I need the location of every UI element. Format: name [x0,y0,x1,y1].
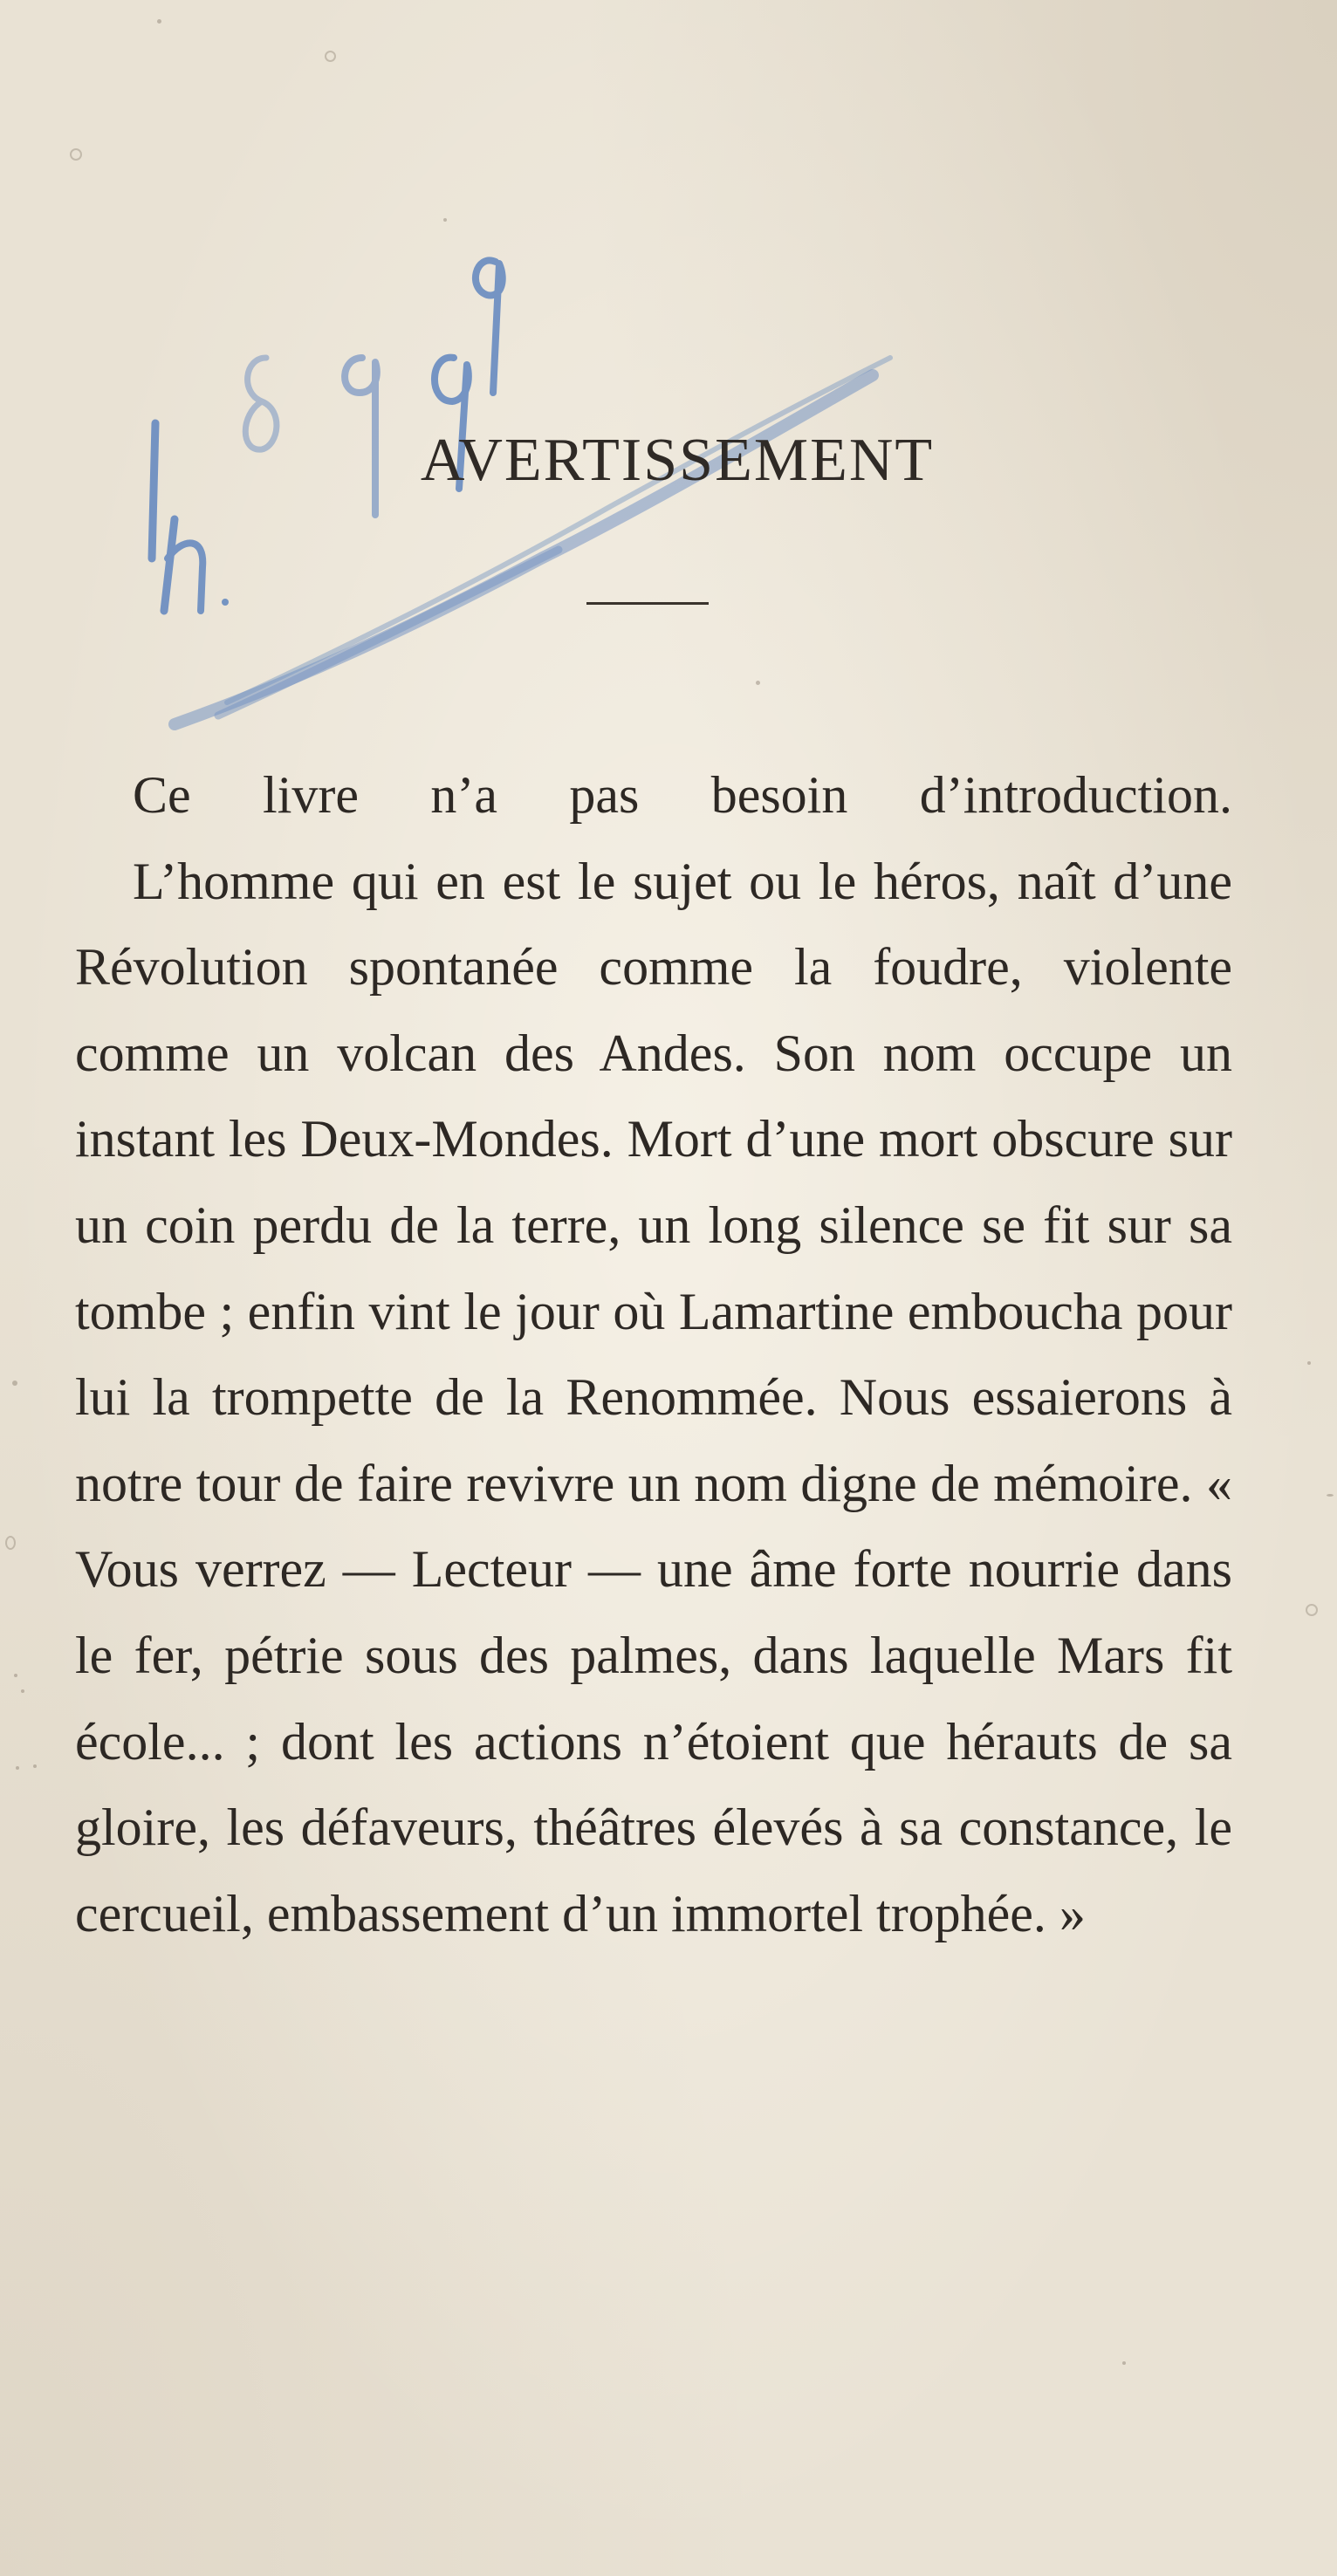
page-title: AVERTISSEMENT [420,427,935,494]
paragraph-1: Ce livre n’a pas besoin d’introduction. [133,766,1232,824]
title-divider [586,602,709,605]
pencil-annotation-icon [122,227,943,768]
body-text [75,752,1232,1956]
paragraph-2: L’homme qui en est le sujet ou le héros, naît d’une Révolution spontanée comme la foudre, violente comme un volcan des Andes. Son nom occupe un instant les Deux-Mondes. Mort d’une mort obscure sur un coin perdu de la terre, un long silence se fit sur sa tombe ; enfin vint le jour où Lamartine emboucha pour lui la trompette de la Renommée. Nous essaierons à notre tour de faire revivre un nom digne de mémoire. « Vous verrez — Lecteur — une âme forte nourrie dans le fer, pétrie sous des palmes, dans laquelle Mars fit école... ; dont les actions n’étoient que hérauts de sa gloire, les défaveurs, théâtres élevés à sa constance, le cercueil, embassement d’un immortel trophée. » [75,852,1232,1942]
